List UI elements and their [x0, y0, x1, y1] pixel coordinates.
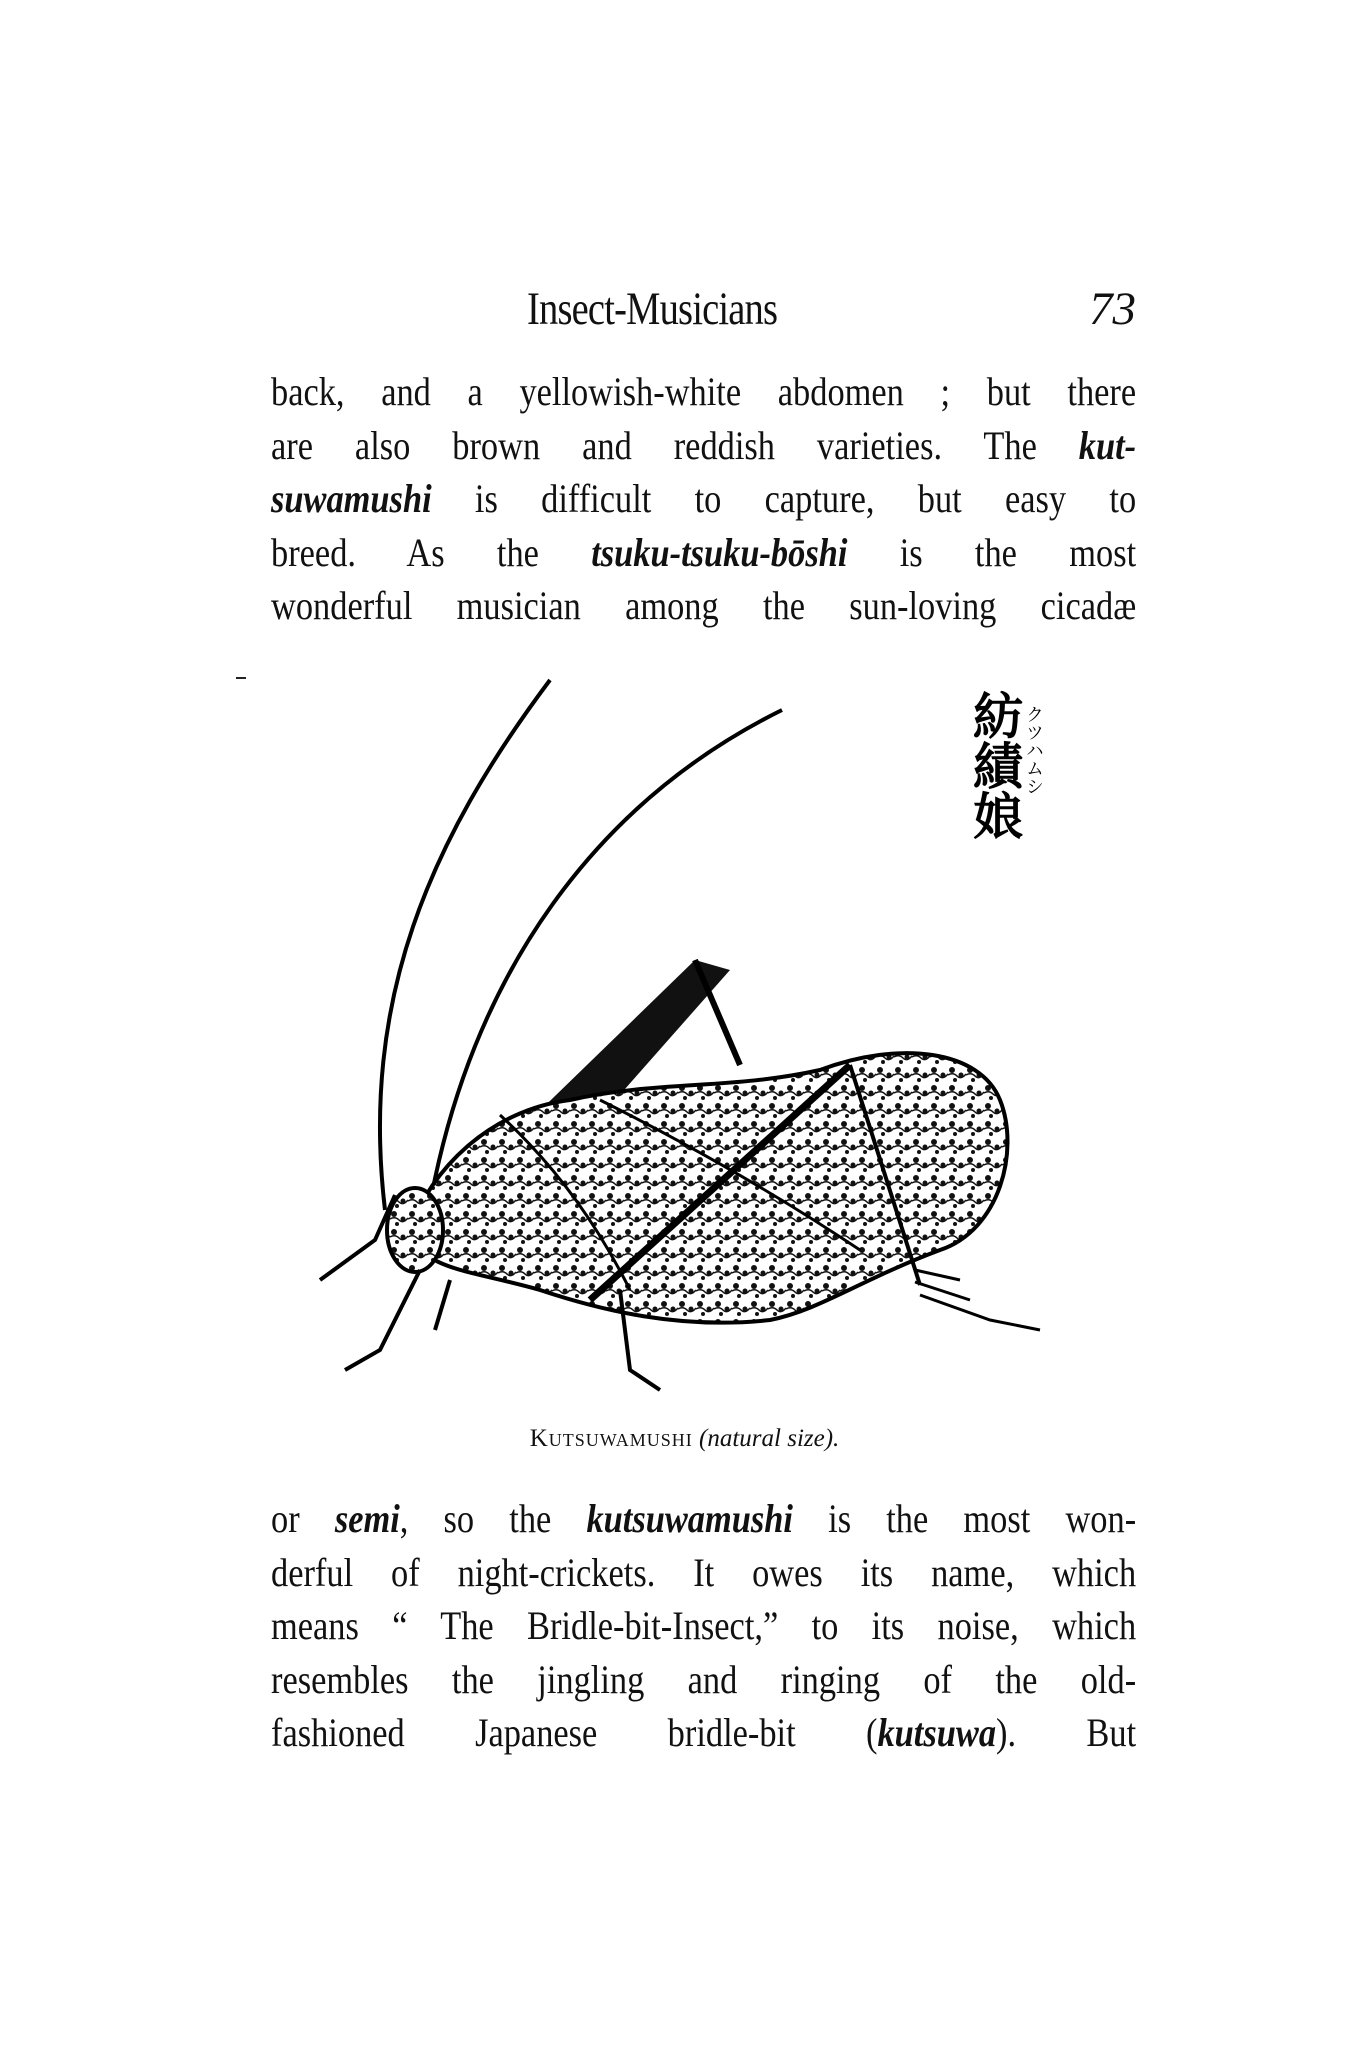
- text-line: suwamushi is difficult to capture, but easy to: [271, 476, 1137, 521]
- page-header: [271, 282, 1136, 342]
- caption-note: (natural size).: [699, 1425, 840, 1452]
- text-line: fashioned Japanese bridle-bit (kutsuwa). But: [271, 1710, 1137, 1755]
- kana-reading: クツハムシ: [1023, 705, 1044, 795]
- text-line: means “ The Bridle-bit-Insect,” to its noise, which: [271, 1603, 1137, 1648]
- page-number: 73: [1089, 283, 1136, 335]
- text-line: wonderful musician among the sun-loving cicadæ: [271, 583, 1137, 628]
- running-title: Insect-Musicians: [527, 283, 778, 335]
- caption-name: Kutsuwamushi: [529, 1425, 693, 1452]
- scan-mark: [236, 677, 246, 679]
- text-line: derful of night-crickets. It owes its name, which: [271, 1549, 1137, 1595]
- paragraph-top: [271, 365, 1136, 633]
- text-line: or semi, so the kutsuwamushi is the most won-: [271, 1496, 1137, 1541]
- kanji-label: 紡績娘: [965, 690, 1023, 840]
- text-line: breed. As the tsuku-tsuku-bōshi is the most: [271, 529, 1137, 575]
- text-line: back, and a yellowish-white abdomen ; but there: [271, 369, 1137, 414]
- text-line: are also brown and reddish varieties. The kut-: [271, 422, 1137, 468]
- figure-caption: [0, 1425, 1369, 1453]
- paragraph-bottom: [271, 1492, 1136, 1760]
- text-line: resembles the jingling and ringing of the old-: [271, 1656, 1137, 1702]
